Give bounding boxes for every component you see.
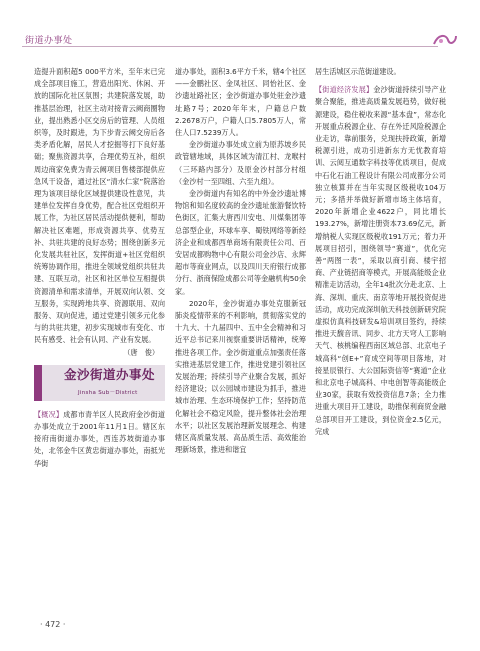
page-header	[0, 0, 480, 52]
paragraph: 道办事处，面积3.6平方千米，辖4个社区——金鹏社区、金凤社区、同怡社区、金沙遗址路社区；金沙街道办事处驻金沙遗址路7号；2020年年末，户籍总户数2.2678万户，户籍人口5.7805万人，常住人口7.5239万人。	[175, 67, 306, 138]
economy-paragraph	[315, 84, 446, 438]
header-rule	[22, 46, 438, 47]
paragraph: 金沙街道办事处成立前为原苏坡乡民政管辖地域，具体区域为清江村、龙喉村（三环路内部分）及原金沙村部分村组（金沙村一至四组、六至九组）。	[175, 140, 306, 186]
column-left	[34, 66, 165, 470]
banner-title: 金沙街道办事处	[64, 366, 156, 382]
overview-tag: 【概况】	[34, 409, 64, 419]
swirl-ornament-icon	[432, 30, 458, 48]
paragraph: 2020年，金沙街道办事处克服新冠肺炎疫情带来的不利影响，贯彻落实党的十九大、十九届四中、五中全会精神和习近平总书记来川视察重要讲话精神，统筹推进各项工作。金沙街道重点加强责任落实推进基层党建工作，推进党建引领社区发展治理；持续引导产业聚合发展，抓好经济建设；以公园城市建设为抓手，推进城市治理、生态环境保护工作；坚持防范化解社会不稳定风险，提升整体社会治理水平；以社区发展治理新发展理念、构建辖区高质量发展、高品质生活、高效能治理新场景，推进和谐宜	[175, 298, 306, 455]
banner-subtitle: Jinsha Sub－District	[78, 389, 138, 396]
section-banner	[34, 365, 165, 401]
page-number: · 472 ·	[40, 620, 66, 629]
economy-tag: 【街道经济发展】	[315, 85, 374, 95]
banner-accent	[34, 365, 42, 401]
paragraph: 居生活城区示范街道建设。	[315, 67, 401, 76]
section-title: 街道办事处	[25, 36, 73, 46]
author-signature: （唐 俊）	[123, 347, 159, 357]
overview-text: 成都市青羊区人民政府金沙街道办事处成立于2001年11月1日。辖区东接府南街道办事处，西连苏坡街道办事处，北邻金牛区黄忠街道办事处，南抵光华街	[34, 409, 165, 468]
paragraph: 造提升面积超5 000平方米，至年末已完成全部项目施工，营造出阳光、休闲、开放的国际化社区氛围；共建院落发展，助推基层治理，社区主动对接青云阙商圈物业，提出熟悉小区交房后的管理、人员组织等，及时跟进，为下步青云阙交房后各类矛盾化解，居民人才挖掘等打下良好基础；聚焦资源共享，合理优势互补，组织周边商家免费为青云阙项目售楼部提供应急风干设备，通过社区“清水仁家”院落治理为该项目绿化区域提供建设性意见，共建单位发挥自身优势，配合社区党组织开展工作，为社区居民活动提供便利，帮助解决社区难题，形成资源共享、优势互补、共驻共建的良好态势；围绕创新多元化发展共驻社区，发挥街道+社区党组织统筹协调作用，推进全领域党组织共驻共建、互联互动，社区和社区单位互相提供资源清单和需求清单，开展双向认领、交互服务，实现跨地共享、资源联用、双向服务、双向促进，通过党建引领多元化参与的共驻共建，初步实现城市有变化、市民有感受、社会有认同、产业有发展。	[34, 67, 165, 345]
economy-text: 金沙街道持续引导产业聚合聚能，推进高质量发展趋势，做好税源建设，稳住税收来源“基本盘”，常态化开展重点税源企业、存在外迁风险税源企业走访，靠前服务，兑现扶持政策，新增税源引进，成功引进新东方无忧教育培训、云阅互通数字科技等优质项目，促成中石化石油工程设计有限公司成都分公司独立核算并在当年实现区级税收104万元；多措并举做好新增市场主体培育，2020年新增企业4622户，同比增长193.27%，新增注册资本73.69亿元，新增纳税人实现区级税收191万元；着力开展项目招引，围绕领导“赛道”，优化完善“两图一表”，采取以商引商、楼宇招商、产业链招商等模式，开展高能级企业精准走访活动，全年14批次分赴北京、上海、深圳、重庆、南京等地开展投资促进活动，成功完成深圳航天科技创新研究院虚拟仿真科技研发&培训项目签约，持续推进天馥音讯、同步、北方天穹人工影响天气、核桃编程西南区域总部、北京电子城高科“创E+”育成空间等项目落地，对接星辰银行、大公国际资信等“赛道”企业和北京电子城高科、中电创智等高能级企业30家，获取有效投资信息7条；全力推进重大项目开工建设，助推保利商贸金融总部项目开工建设，到位资金2.5亿元，完成	[315, 85, 446, 436]
column-right	[315, 66, 446, 438]
paragraph: 金沙街道内有知名的中外金沙遗址博物馆和知名度较高的金沙遗址旅游餐饮特色街区，汇集大唐西川安电、川煤集团等总部型企业，环球车享、蜀铁网络等新经济企业和成都西单商场有限责任公司、百安居成都购物中心有限公司金沙店、永辉超市等商业网点，以及四川天府银行成都分行、浙商保险成都公司等金融机构50余家。	[175, 189, 306, 296]
column-middle	[175, 66, 306, 457]
overview-paragraph	[34, 409, 165, 470]
